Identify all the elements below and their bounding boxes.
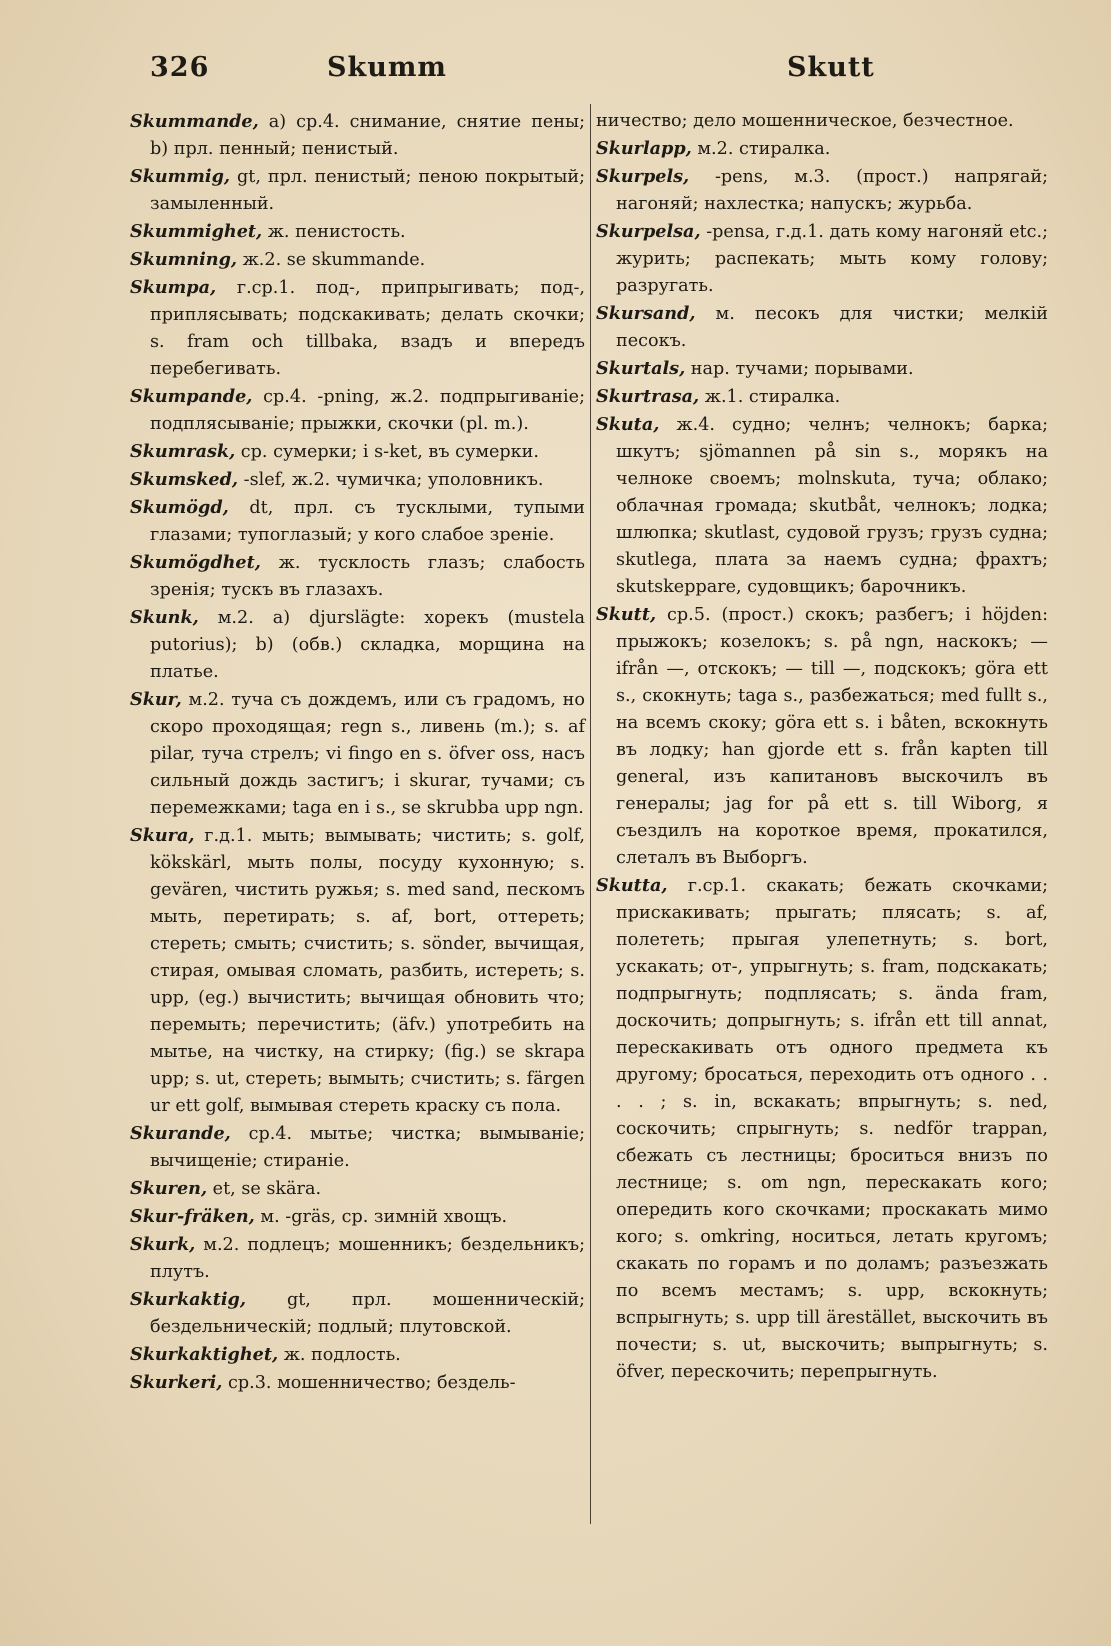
entry-headword: Skutt, [596,604,657,625]
dictionary-entry [596,163,1048,218]
entry-text: м.2. туча съ дождемъ, или съ градомъ, но скоро проходящая; regn s., ливень (m.); s. af pilar, туча стрелъ; vi fingo en s. öfver oss, насъ сильный дождь застигъ; i skurar, тучами; съ перемежками; taga en i s., se skrubba upp ngn. [150,690,586,818]
entry-text: gt, прл. пенистый; пеною покрытый; замыленный. [150,167,586,214]
left-guide-word: Skumm [327,52,447,83]
dictionary-entry [130,1369,585,1397]
entry-text: ж. пенистость. [267,222,406,242]
page-header [0,52,1111,92]
dictionary-entry [596,411,1048,601]
dictionary-entry [130,218,585,246]
dictionary-entry [130,108,585,163]
entry-headword: Skumpande, [130,386,253,407]
entry-text: -slef, ж.2. чумичка; уполовникъ. [243,470,544,490]
dictionary-entry [130,1175,585,1203]
entry-text: a) ср.4. снимание, снятие пены; b) прл. пенный; пенистый. [150,112,585,159]
entry-text: ж.4. судно; челнъ; челнокъ; барка; шкутъ; sjömannen på sin s., морякъ на челноке своемъ; molnskuta, туча; облако; облачная громада; skutbåt, челнокъ; лодка; шлюпка; skutlast, судовой грузъ; грузъ судна; skutlega, плата за наемъ судна; фрахтъ; skutskepparе, судовщикъ; барочникъ. [616,415,1049,597]
page-number: 326 [150,52,210,83]
dictionary-entry [130,163,585,218]
entry-text: нар. тучами; порывами. [690,359,914,379]
dictionary-entry-continuation [596,108,1048,135]
entry-text: ср. сумерки; i s-ket, въ сумерки. [240,442,539,462]
entry-text: г.ср.1. под-, припрыгивать; под-, приплясывать; подскакивать; делать скочки; s. fram och tillbaka, взадъ и впередъ перебегивать. [150,278,586,379]
dictionary-entry [596,355,1048,383]
dictionary-entry [130,383,585,438]
entry-text: ж.1. стиралка. [704,387,841,407]
entry-headword: Skura, [130,825,195,846]
entry-text: г.д.1. мыть; вымывать; чистить; s. golf, kökskärl, мыть полы, посуду кухонную; s. gevären, чистить ружья; s. med sand, пескомъ мыть, перетирать; s. af, bort, оттереть; стереть; смыть; счистить; s. sönder, вычищая, стирая, омывая сломать, разбить, истереть; s. upp, (eg.) вычистить; вычищая обновить что; перемыть; перечистить; (äfv.) употребить на мытье, на чистку, на стирку; (fig.) se skrapa upp; s. ut, стереть; вымыть; счистить; s. färgen ur ett golf, вымывая стереть краску съ пола. [150,826,585,1116]
entry-text: ж. тусклость глазъ; слабость зренія; тускъ въ глазахъ. [150,553,585,600]
dictionary-entry [130,274,585,383]
entry-text: м. песокъ для чистки; мелкій песокъ. [616,304,1049,351]
dictionary-entry [130,822,585,1120]
entry-headword: Skurk, [130,1234,196,1255]
entry-text: -pens, м.3. (прост.) напрягай; нагоняй; нахлестка; напускъ; журьба. [616,167,1048,214]
entry-headword: Skummighet, [130,221,263,242]
entry-headword: Skurtals, [596,358,686,379]
dictionary-entry [130,246,585,274]
entry-text: м.2. стиралка. [697,139,831,159]
entry-text: gt, прл. мошенническій; бездельническій; подлый; плутовской. [150,1290,585,1337]
entry-headword: Skummande, [130,111,259,132]
entry-headword: Skurkaktighet, [130,1344,279,1365]
entry-text: м.2. подлецъ; мошенникъ; бездельникъ; плутъ. [150,1235,586,1282]
dictionary-entry [596,383,1048,411]
entry-headword: Skumpa, [130,277,217,298]
entry-headword: Skumögdhet, [130,552,261,573]
right-column [596,108,1048,1386]
entry-headword: Skumsked, [130,469,239,490]
dictionary-entry [130,1203,585,1231]
entry-headword: Skuren, [130,1178,208,1199]
dictionary-entry [596,872,1048,1386]
dictionary-entry [596,135,1048,163]
dictionary-entry [130,604,585,686]
entry-headword: Skursand, [596,303,696,324]
column-divider [590,104,591,1524]
dictionary-entry [130,438,585,466]
dictionary-entry [130,1231,585,1286]
dictionary-entry [130,466,585,494]
entry-text: ср.4. -pning, ж.2. подпрыгиваніе; подплясываніе; прыжки, скочки (pl. m.). [150,387,585,434]
entry-headword: Skurkeri, [130,1372,223,1393]
entry-text: et, se skära. [212,1179,322,1199]
entry-text: г.ср.1. скакать; бежать скочками; прискакивать; прыгать; плясать; s. af, полететь; прыгая улепетнуть; s. bort, ускакать; от-, упрыгнуть; s. fram, подскакать; подпрыгнуть; подплясать; s. ända fram, доскочить; допрыгнуть; s. ifrån ett till annat, перескакивать отъ одного предмета къ другому; бросаться, переходить отъ одного . . . . ; s. in, вскакать; впрыгнуть; s. ned, соскочить; спрыгнуть; s. nedför trappan, сбежать съ лестницы; броситься внизъ по лестнице; s. om ngn, перескакать кого; опередить кого скочками; проскакать мимо кого; s. omkring, носиться, летать кругомъ; скакать по горамъ и по доламъ; разъезжать по всемъ местамъ; s. upp, вскокнуть; вспрыгнуть; s. upp till ärestället, выскочить въ почести; s. ut, выскочить; выпрыгнуть; s. öfver, перескочить; перепрыгнуть. [616,876,1048,1382]
entry-text: -pensa, г.д.1. дать кому нагоняй etc.; журить; распекать; мыть кому голову; разругать. [616,222,1048,296]
dictionary-entry [130,549,585,604]
entry-headword: Skumning, [130,249,237,270]
entry-headword: Skurlapp, [596,138,692,159]
left-column [130,108,585,1397]
right-guide-word: Skutt [787,52,875,83]
entry-headword: Skumrask, [130,441,236,462]
entry-headword: Skumögd, [130,497,229,518]
dictionary-entry [130,1286,585,1341]
dictionary-entry [130,1341,585,1369]
entry-text: ничество; дело мошенническое, безчестное. [596,111,1014,131]
entry-text: м. -gräs, ср. зимній хвощъ. [260,1207,508,1227]
entry-headword: Skurande, [130,1123,231,1144]
entry-headword: Skurpelsa, [596,221,701,242]
entry-text: dt, прл. съ тусклыми, тупыми глазами; тупоглазый; у кого слабое зреніе. [150,498,586,545]
dictionary-entry [130,1120,585,1175]
dictionary-entry [596,218,1048,300]
entry-headword: Skurpels, [596,166,690,187]
dictionary-entry [596,601,1048,872]
dictionary-entry [130,686,585,822]
entry-headword: Skur-fräken, [130,1206,255,1227]
entry-text: ср.5. (прост.) скокъ; разбегъ; i höjden: прыжокъ; козелокъ; s. på ngn, наскокъ; — ifrån —, отскокъ; — till —, подскокъ; göra ett s., скокнуть; taga s., разбежаться; med fullt s., на всемъ скоку; göra ett s. i båten, вскокнуть въ лодку; han gjorde ett s. från kapten till general, изъ капитановъ выскочилъ въ генералы; jag for på ett s. till Wiborg, я съездилъ на короткое время, прокатился, слеталъ въ Выборгъ. [616,605,1049,868]
entry-text: ср.3. мошенничество; бездель- [228,1373,516,1393]
entry-headword: Skur, [130,689,182,710]
entry-headword: Skummig, [130,166,231,187]
entry-headword: Skurtrasa, [596,386,700,407]
entry-text: ж. подлость. [283,1345,401,1365]
dictionary-entry [130,494,585,549]
dictionary-entry [596,300,1048,355]
entry-text: ж.2. se skummande. [242,250,426,270]
entry-text: ср.4. мытье; чистка; вымываніе; вычищеніе; стираніе. [150,1124,586,1171]
entry-headword: Skunk, [130,607,199,628]
entry-headword: Skurkaktig, [130,1289,246,1310]
entry-headword: Skuta, [596,414,660,435]
entry-text: м.2. a) djurslägte: хорекъ (mustela putorius); b) (обв.) складка, морщина на платье. [150,608,586,682]
entry-headword: Skutta, [596,875,668,896]
